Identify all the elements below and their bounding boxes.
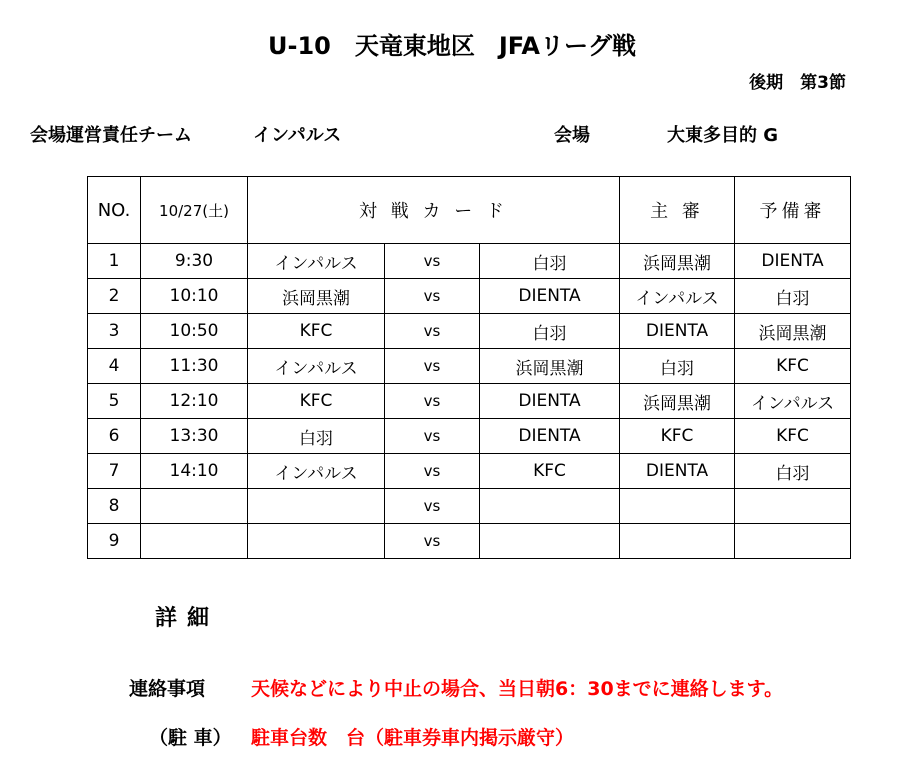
away-team-cell: 白羽 — [480, 314, 620, 349]
referee-cell — [620, 489, 735, 524]
managing-team-value: インパルス — [253, 125, 342, 146]
reserve-referee-cell: 白羽 — [735, 454, 851, 489]
parking-text: 駐車台数 台（駐車券車内掲示厳守） — [251, 727, 575, 749]
reserve-referee-cell: インパルス — [735, 384, 851, 419]
referee-cell: DIENTA — [620, 454, 735, 489]
reserve-referee-cell — [735, 489, 851, 524]
away-team-cell: DIENTA — [480, 419, 620, 454]
vs-cell: vs — [385, 384, 480, 419]
reserve-referee-cell: KFC — [735, 349, 851, 384]
away-team-cell: 白羽 — [480, 244, 620, 279]
vs-cell: vs — [385, 489, 480, 524]
table-row — [88, 524, 851, 559]
home-team-cell: 白羽 — [248, 419, 385, 454]
vs-cell: vs — [385, 314, 480, 349]
vs-cell: vs — [385, 454, 480, 489]
away-team-cell: KFC — [480, 454, 620, 489]
match-number-cell: 9 — [88, 524, 141, 559]
referee-cell — [620, 524, 735, 559]
kickoff-time-cell: 10:10 — [141, 279, 248, 314]
kickoff-time-cell: 14:10 — [141, 454, 248, 489]
table-row — [88, 489, 851, 524]
reserve-referee-cell — [735, 524, 851, 559]
vs-cell: vs — [385, 244, 480, 279]
match-number-cell: 2 — [88, 279, 141, 314]
header-referee: 主 審 — [620, 177, 735, 244]
table-row — [88, 419, 851, 454]
home-team-cell: インパルス — [248, 454, 385, 489]
referee-cell: KFC — [620, 419, 735, 454]
contact-text: 天候などにより中止の場合、当日朝6：30までに連絡します。 — [251, 678, 784, 700]
reserve-referee-cell: 浜岡黒潮 — [735, 314, 851, 349]
home-team-cell — [248, 524, 385, 559]
home-team-cell — [248, 489, 385, 524]
kickoff-time-cell: 12:10 — [141, 384, 248, 419]
managing-team-label: 会場運営責任チーム — [30, 125, 192, 146]
reserve-referee-cell: 白羽 — [735, 279, 851, 314]
home-team-cell: インパルス — [248, 349, 385, 384]
parking-label: （駐 車） — [149, 727, 232, 749]
reserve-referee-cell: KFC — [735, 419, 851, 454]
home-team-cell: KFC — [248, 314, 385, 349]
details-heading: 詳細 — [155, 606, 220, 631]
vs-cell: vs — [385, 419, 480, 454]
vs-cell: vs — [385, 524, 480, 559]
venue-label: 会場 — [554, 125, 590, 146]
kickoff-time-cell: 9:30 — [141, 244, 248, 279]
table-row — [88, 279, 851, 314]
referee-cell: DIENTA — [620, 314, 735, 349]
kickoff-time-cell: 13:30 — [141, 419, 248, 454]
referee-cell: 浜岡黒潮 — [620, 384, 735, 419]
vs-cell: vs — [385, 349, 480, 384]
kickoff-time-cell: 11:30 — [141, 349, 248, 384]
match-number-cell: 4 — [88, 349, 141, 384]
table-row — [88, 384, 851, 419]
header-no: NO. — [88, 177, 141, 244]
away-team-cell: 浜岡黒潮 — [480, 349, 620, 384]
venue-value: 大東多目的 G — [667, 125, 779, 146]
away-team-cell: DIENTA — [480, 279, 620, 314]
kickoff-time-cell — [141, 489, 248, 524]
away-team-cell: DIENTA — [480, 384, 620, 419]
match-number-cell: 6 — [88, 419, 141, 454]
table-row — [88, 349, 851, 384]
match-number-cell: 1 — [88, 244, 141, 279]
page-title: U-10 天竜東地区 JFAリーグ戦 — [268, 32, 636, 60]
kickoff-time-cell: 10:50 — [141, 314, 248, 349]
home-team-cell: インパルス — [248, 244, 385, 279]
referee-cell: 白羽 — [620, 349, 735, 384]
kickoff-time-cell — [141, 524, 248, 559]
home-team-cell: 浜岡黒潮 — [248, 279, 385, 314]
referee-cell: インパルス — [620, 279, 735, 314]
match-number-cell: 3 — [88, 314, 141, 349]
table-row — [88, 244, 851, 279]
away-team-cell — [480, 524, 620, 559]
contact-label: 連絡事項 — [129, 678, 206, 700]
header-match-card: 対 戦 カ ー ド — [248, 177, 620, 244]
match-number-cell: 5 — [88, 384, 141, 419]
match-schedule-table — [87, 176, 851, 559]
away-team-cell — [480, 489, 620, 524]
table-header-row — [88, 177, 851, 244]
round-subtitle: 後期 第3節 — [749, 73, 846, 93]
home-team-cell: KFC — [248, 384, 385, 419]
header-reserve-referee: 予備審 — [735, 177, 851, 244]
table-row — [88, 454, 851, 489]
table-row — [88, 314, 851, 349]
match-number-cell: 8 — [88, 489, 141, 524]
referee-cell: 浜岡黒潮 — [620, 244, 735, 279]
header-date: 10/27(土) — [141, 177, 248, 244]
match-number-cell: 7 — [88, 454, 141, 489]
vs-cell: vs — [385, 279, 480, 314]
reserve-referee-cell: DIENTA — [735, 244, 851, 279]
